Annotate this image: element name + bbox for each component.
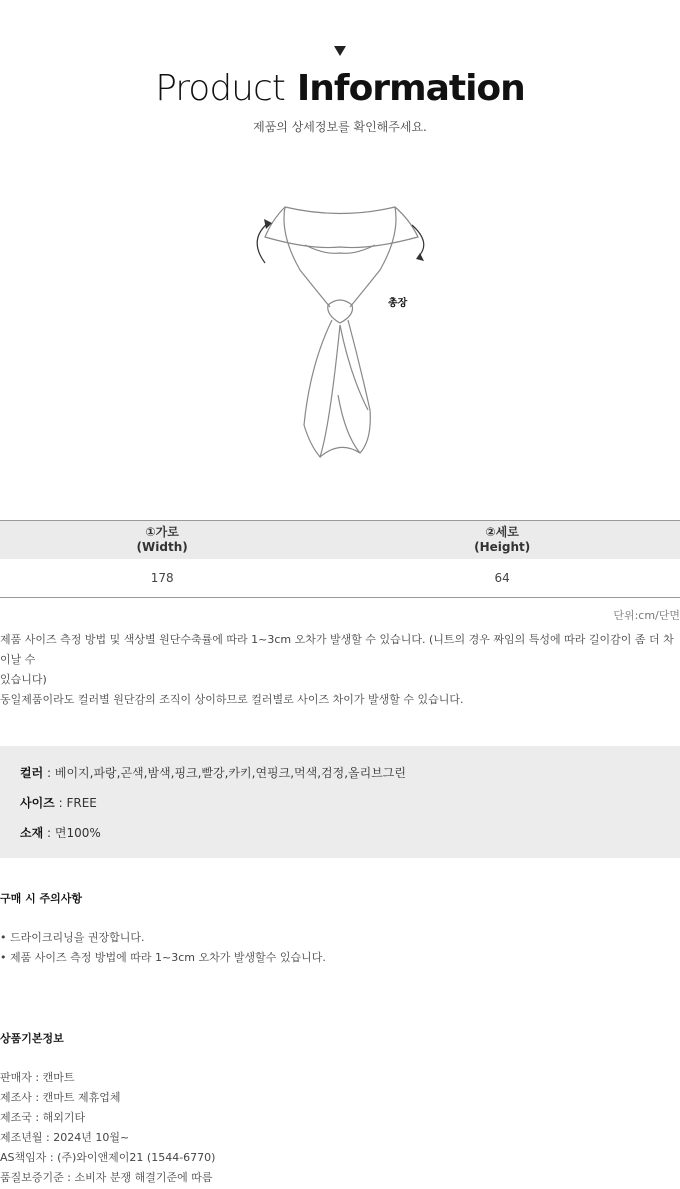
color-value: : 베이지,파랑,곤색,밤색,핑크,빨강,카키,연핑크,먹색,검정,올리브그린 bbox=[43, 766, 406, 780]
note-line: 제품 사이즈 측정 방법 및 색상별 원단수축률에 따라 1~3cm 오차가 발생할 수 있습니다. (니트의 경우 짜임의 특성에 따라 길이감이 좀 더 차이날 수 bbox=[0, 633, 674, 666]
total-length-label: 총장 bbox=[388, 298, 408, 309]
height-header-sub: (Height) bbox=[474, 540, 531, 554]
list-item: 품질보증기준 : 소비자 분쟁 해결기준에 따름 bbox=[0, 1171, 213, 1184]
width-header bbox=[0, 521, 324, 560]
material-label: 소재 bbox=[20, 826, 44, 840]
list-item: 판매자 : 캔마트 bbox=[0, 1071, 75, 1084]
product-info-title: 상품기본정보 bbox=[0, 1032, 64, 1045]
size-table bbox=[0, 520, 680, 598]
caution-list bbox=[0, 928, 326, 968]
list-item: • 제품 사이즈 측정 방법에 따라 1~3cm 오차가 발생할수 있습니다. bbox=[0, 948, 326, 968]
list-item: 제조년월 : 2024년 10월~ bbox=[0, 1131, 130, 1144]
height-value: 64 bbox=[324, 559, 680, 598]
page-subtitle: 제품의 상세정보를 확인해주세요. bbox=[253, 120, 427, 134]
color-row bbox=[20, 764, 406, 781]
width-value: 178 bbox=[0, 559, 324, 598]
caution-title: 구매 시 주의사항 bbox=[0, 892, 83, 905]
size-row bbox=[20, 794, 97, 811]
width-header-sub: (Width) bbox=[136, 540, 188, 554]
unit-note: 단위:cm/단면 bbox=[613, 609, 680, 622]
down-triangle-icon bbox=[334, 46, 346, 56]
note-line: 동일제품이라도 컬러별 원단감의 조직이 상이하므로 컬러별로 사이즈 차이가 발생할 수 있습니다. bbox=[0, 693, 464, 706]
page-title bbox=[0, 68, 680, 109]
list-item: AS책임자 : (주)와이앤제이21 (1544-6770) bbox=[0, 1151, 216, 1164]
title-bold: Information bbox=[296, 68, 525, 109]
list-item: 제조사 : 캔마트 제휴업체 bbox=[0, 1091, 121, 1104]
height-header bbox=[324, 521, 680, 560]
size-label: 사이즈 bbox=[20, 796, 55, 810]
width-header-label: ①가로 bbox=[145, 525, 179, 539]
material-value: : 면100% bbox=[43, 826, 101, 840]
material-row bbox=[20, 824, 101, 841]
product-info-list bbox=[0, 1068, 215, 1188]
size-table-header-row bbox=[0, 521, 680, 560]
height-header-label: ②세로 bbox=[485, 525, 519, 539]
list-item: 제조국 : 해외기타 bbox=[0, 1111, 86, 1124]
title-light: Product bbox=[155, 68, 285, 109]
note-line: 있습니다) bbox=[0, 673, 47, 686]
color-label: 컬러 bbox=[20, 766, 44, 780]
size-notes bbox=[0, 630, 680, 710]
spec-box bbox=[0, 746, 680, 858]
table-row bbox=[0, 559, 680, 598]
size-value: : FREE bbox=[54, 796, 97, 810]
scarf-illustration-icon bbox=[240, 195, 440, 465]
list-item: • 드라이크리닝을 권장합니다. bbox=[0, 928, 326, 948]
